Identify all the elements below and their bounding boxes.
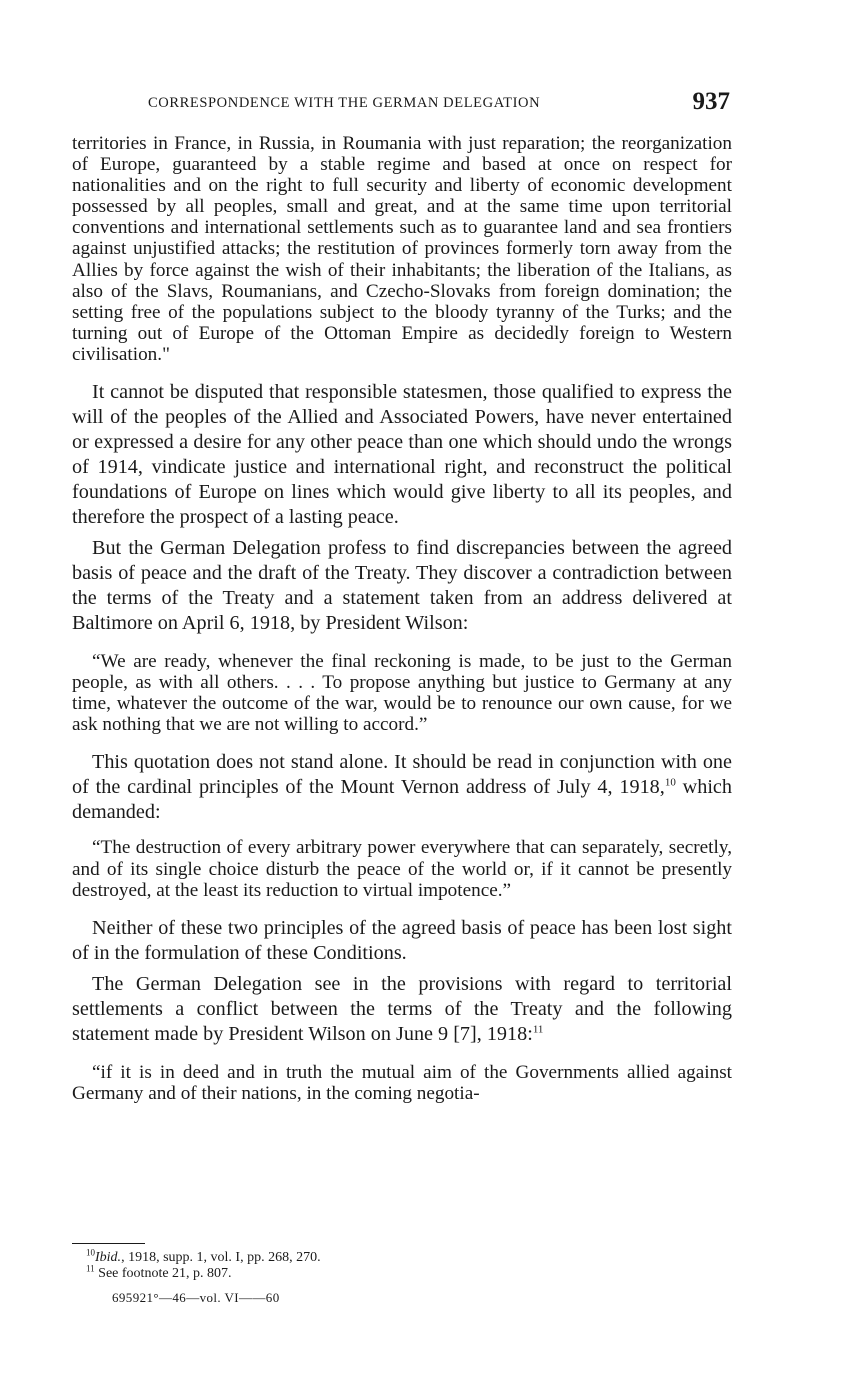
footnote-ref-11: 11 [532, 1022, 544, 1035]
paragraph-statesmen: It cannot be disputed that responsible statesmen, those qualified to express the will of the peoples of the Allied and Associated Powers, have never entertained or expressed a desire for any other peace than one which should undo the wrongs of 1914, vindicate justice and international right, and reconstruct the political foundations of Europe on lines which would give liberty to all its peoples, and therefore the prospect of a lasting peace. [72, 381, 732, 529]
footnote-rule [72, 1243, 145, 1244]
print-code: 695921°—46—vol. VI——60 [112, 1290, 280, 1305]
quote-mount-vernon: “The destruction of every arbitrary power everywhere that can separately, secretly, and of its single choice disturb the peace of the world or, if it cannot be presently destroyed, at the least its reduction to virtual impotence.” [72, 837, 732, 901]
paragraph-mount-vernon [72, 750, 732, 825]
footnote-ref-10: 10 [664, 776, 676, 789]
footnote-10-mark: 10 [86, 1247, 95, 1258]
quote-continuation: territories in France, in Russia, in Roumania with just reparation; the reorganization of Europe, guaranteed by a stable regime and based at once on respect for nationalities and on the right to full security and liberty of economic development possessed by all peoples, small and great, and at the same time upon territorial conventions and international settlements such as to guarantee land and sea frontiers against unjustified attacks; the restitution of provinces formerly torn away from the Allies by force against the wish of their inhabitants; the liberation of the Italians, as also of the Slavs, Roumanians, and Czecho-Slovaks from foreign domination; the setting free of the populations subject to the bloody tyranny of the Turks; and the turning out of Europe of the Ottoman Empire as decidedly foreign to Western civilisation." [72, 133, 732, 365]
paragraph-principles: Neither of these two principles of the agreed basis of peace has been lost sight of in the formulation of these Conditions. [72, 916, 732, 964]
paragraph-discrepancies: But the German Delegation profess to find discrepancies between the agreed basis of peace and the draft of the Treaty. They discover a contradiction between the terms of the Treaty and a statement taken from an address delivered at Baltimore on April 6, 1918, by President Wilson: [72, 537, 732, 635]
footnote-11 [72, 1263, 732, 1282]
paragraph-territorial [72, 972, 732, 1047]
running-head [72, 88, 732, 120]
paragraph-territorial-text: The German Delegation see in the provisions with regard to territorial settlements a conflict between the terms of the Treaty and the following statement made by President Wilson on June 9 [7], 1918: [72, 972, 732, 1045]
footnotes [72, 1243, 732, 1282]
quote-june: “if it is in deed and in truth the mutual aim of the Governments allied against Germany and of their nations, in the coming negotia- [72, 1061, 732, 1104]
page-number: 937 [692, 88, 730, 115]
quote-baltimore: “We are ready, whenever the final reckoning is made, to be just to the German people, as with all others. . . . To propose anything but justice to Germany at any time, whatever the outcome of the war, would be to renounce our own cause, for we ask nothing that we are not willing to accord.” [72, 651, 732, 736]
footnote-11-mark: 11 [86, 1263, 95, 1274]
running-title: CORRESPONDENCE WITH THE GERMAN DELEGATION [148, 95, 541, 111]
footnote-10-text: , 1918, supp. 1, vol. I, pp. 268, 270. [121, 1250, 321, 1265]
paragraph-mount-vernon-text: This quotation does not stand alone. It should be read in conjunction with one of the cardinal principles of the Mount Vernon address of July 4, 1918, [72, 751, 732, 799]
footnote-10-ibid: Ibid. [95, 1250, 122, 1265]
body-text [72, 133, 732, 1104]
paragraph-mount-vernon-end: which demanded: [72, 776, 732, 824]
footnote-10 [72, 1247, 732, 1266]
footnote-11-text: See footnote 21, p. 807. [98, 1266, 232, 1281]
